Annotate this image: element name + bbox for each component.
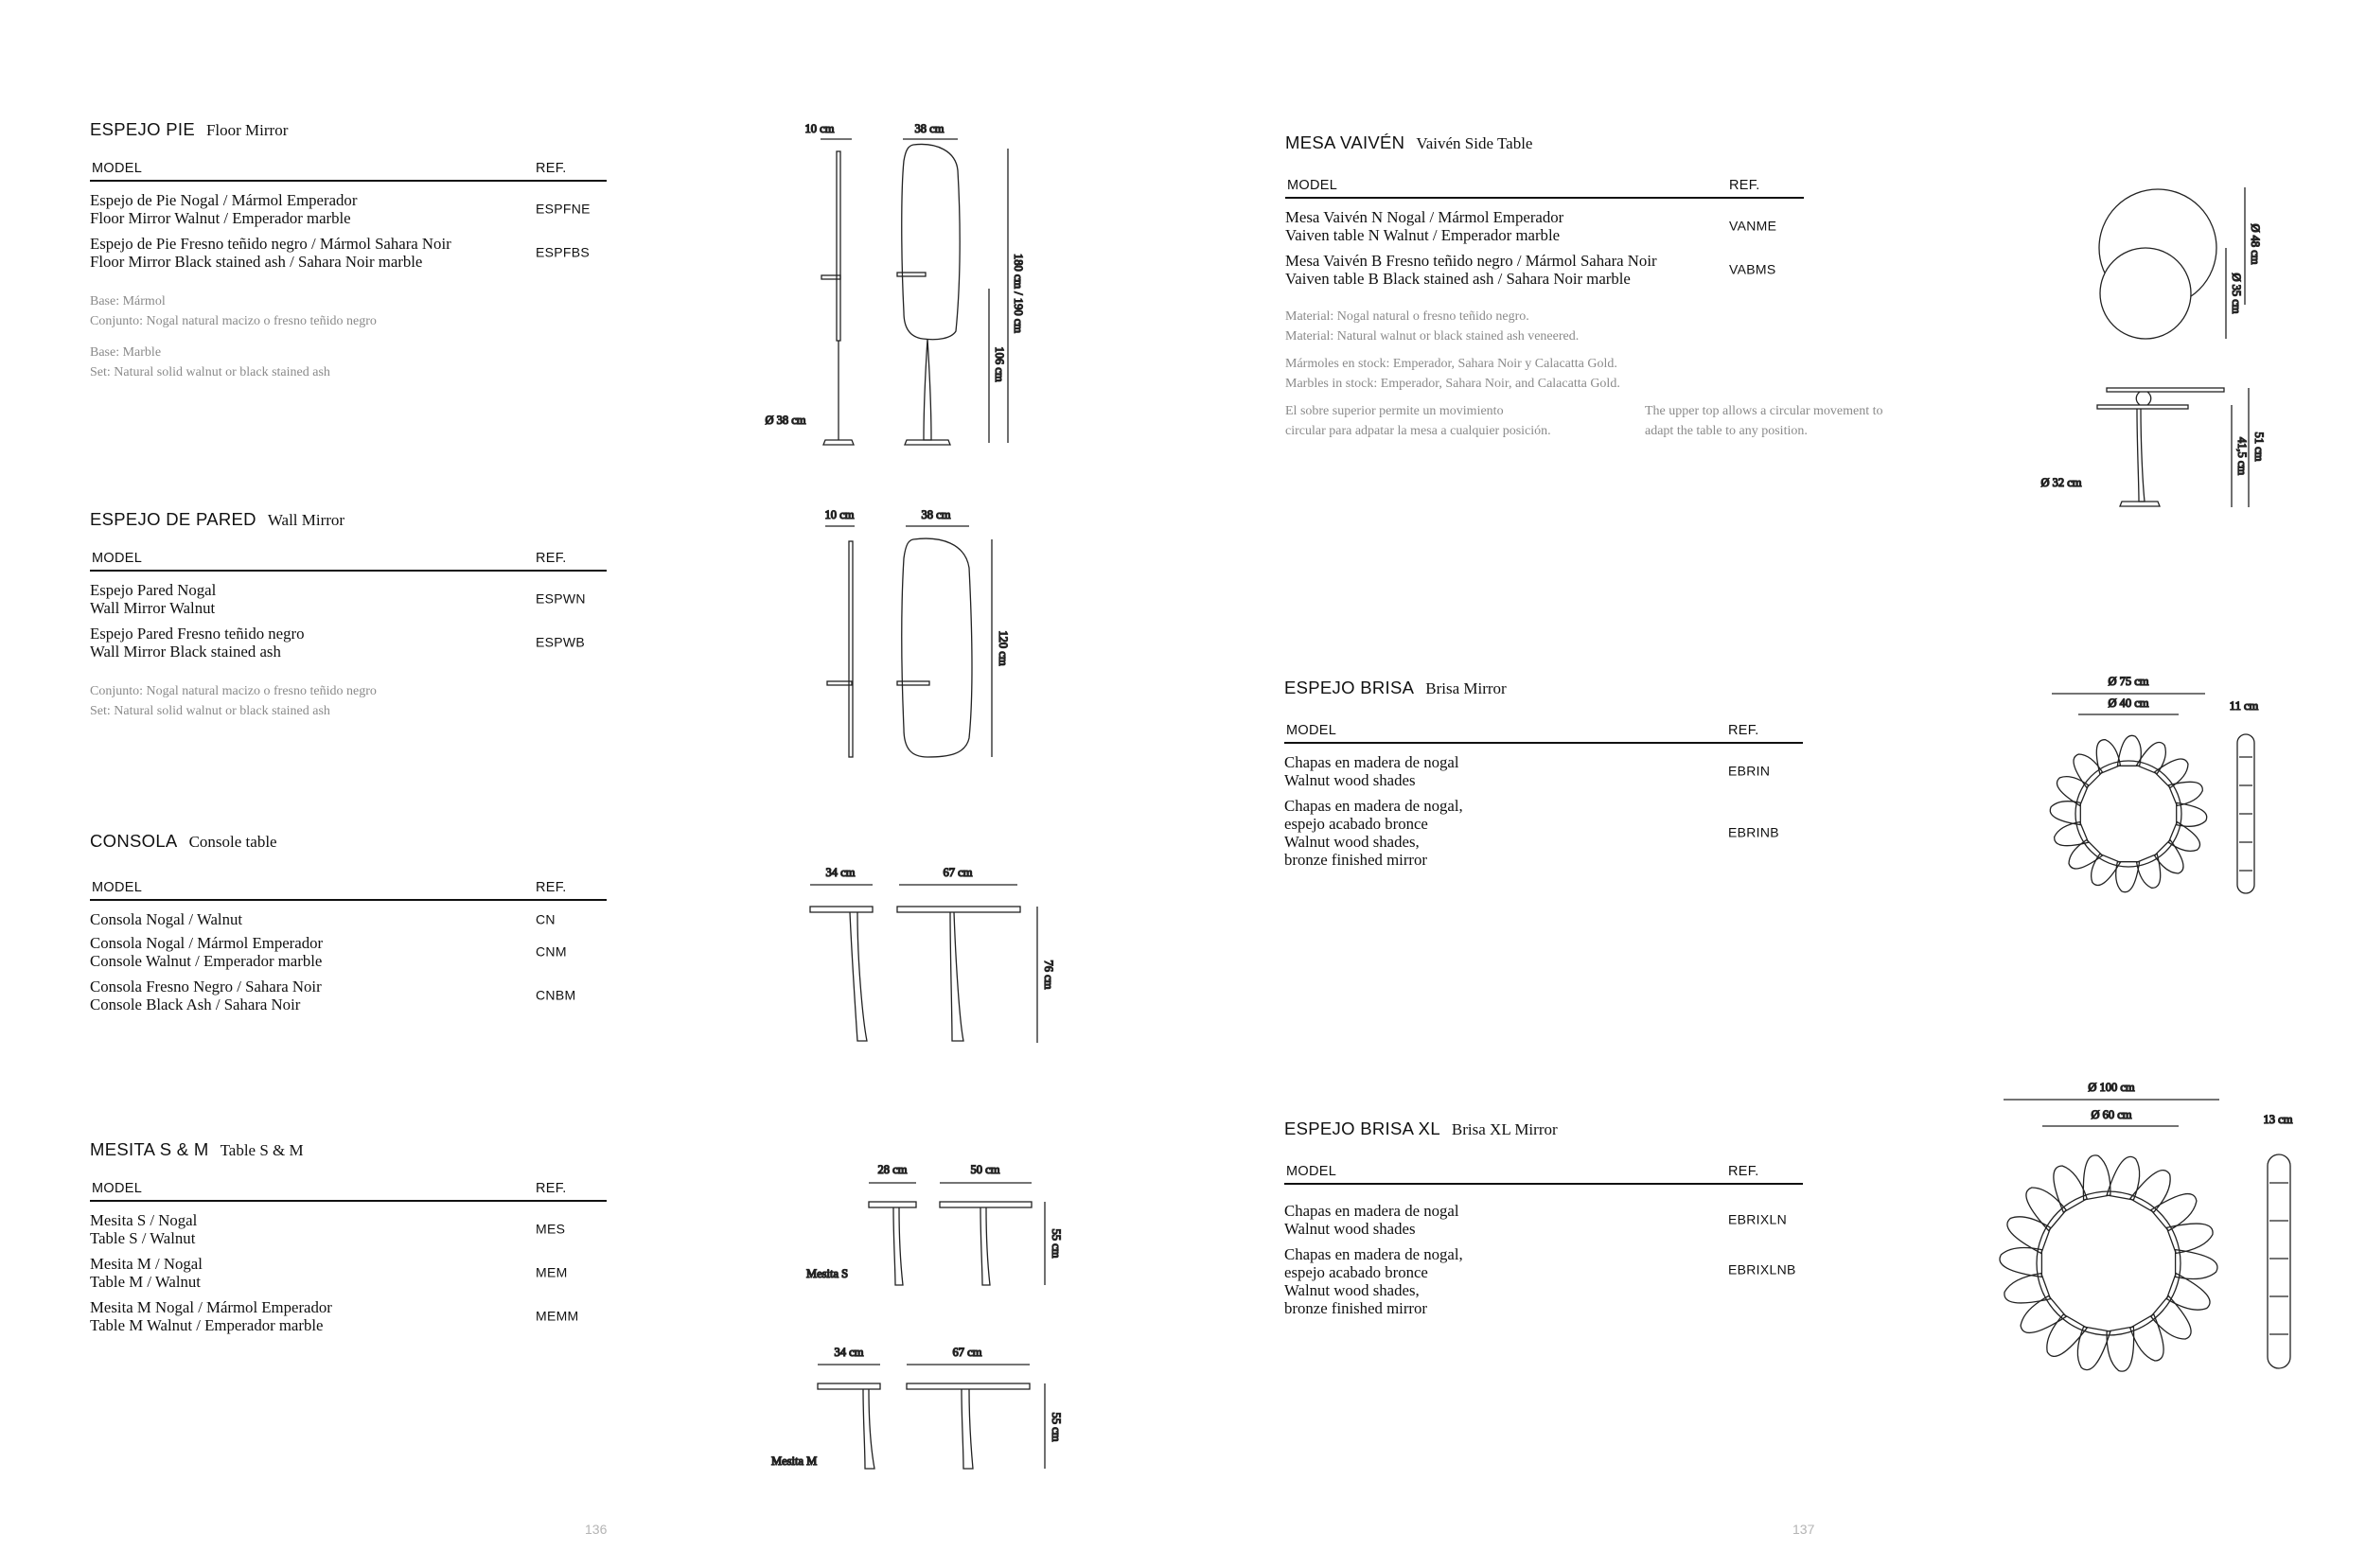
dim-width-side: 10 cm <box>804 122 835 135</box>
model-en: Table S / Walnut <box>90 1229 196 1247</box>
note-line: circular para adpatar la mesa a cualquier posición. <box>1285 424 1551 438</box>
model-line: Chapas en madera de nogal, <box>1284 797 1463 815</box>
brisa-side-lines <box>2239 757 2252 871</box>
ref-code: MEM <box>536 1264 568 1280</box>
col-model: MODEL <box>92 1181 143 1196</box>
col-ref: REF. <box>1729 178 1760 193</box>
model-line: Walnut wood shades <box>1284 1220 1416 1238</box>
dim-diameter-outer: Ø 75 cm <box>2108 675 2149 688</box>
model-es: Consola Nogal / Mármol Emperador <box>90 934 324 952</box>
vaiven-table-drawing <box>2040 187 2266 507</box>
model-line: espejo acabado bronce <box>1284 1263 1428 1281</box>
title-en: Console table <box>188 833 277 851</box>
dim-width-side: 10 cm <box>824 508 855 521</box>
note-line: adapt the table to any position. <box>1645 424 1808 438</box>
dim-height-shelf: 106 cm <box>993 346 1006 382</box>
dim-height-lower: 41,5 cm <box>2235 436 2249 476</box>
ref-code: CN <box>536 911 556 926</box>
model-es: Mesa Vaivén B Fresno teñido negro / Mármol Sahara Noir <box>1285 252 1657 270</box>
model-es: Mesita M Nogal / Mármol Emperador <box>90 1298 332 1316</box>
petal <box>2000 1247 2041 1277</box>
ref-code: VABMS <box>1729 261 1776 277</box>
note-line: Marbles in stock: Emperador, Sahara Noir, and Calacatta Gold. <box>1285 377 1620 391</box>
ref-code: ESPWB <box>536 634 586 650</box>
model-line: Walnut wood shades, <box>1284 1281 1420 1299</box>
dim-width-front: 38 cm <box>914 122 945 135</box>
vaiven-pivot <box>2136 392 2151 405</box>
model-en: Table M Walnut / Emperador marble <box>90 1316 324 1334</box>
model-es: Consola Nogal / Walnut <box>90 910 243 928</box>
ref-code: EBRIXLNB <box>1728 1261 1796 1277</box>
petal <box>2107 1327 2134 1371</box>
dim-height: 76 cm <box>1042 960 1055 990</box>
col-model: MODEL <box>92 161 143 176</box>
vaiven-base <box>2120 502 2160 506</box>
title-es: ESPEJO BRISA XL <box>1284 1119 1440 1138</box>
dim-width-side: 34 cm <box>825 866 856 879</box>
dim-depth: 13 cm <box>2263 1113 2293 1126</box>
brisa-petals <box>2050 735 2206 891</box>
model-es: Mesita M / Nogal <box>90 1255 203 1273</box>
model-line: espejo acabado bronce <box>1284 815 1428 833</box>
model-es: Espejo Pared Nogal <box>90 581 217 599</box>
col-model: MODEL <box>1286 723 1337 738</box>
note-line: Material: Nogal natural o fresno teñido negro. <box>1285 309 1529 324</box>
dim-width-side: 28 cm <box>877 1163 908 1176</box>
model-en: Wall Mirror Black stained ash <box>90 643 281 661</box>
title-en: Wall Mirror <box>267 511 345 529</box>
brisa-xl-petals <box>2000 1155 2217 1371</box>
model-line: bronze finished mirror <box>1284 851 1427 869</box>
col-model: MODEL <box>92 551 143 566</box>
col-ref: REF. <box>536 161 567 176</box>
note-line: Mármoles en stock: Emperador, Sahara Noir y Calacatta Gold. <box>1285 357 1617 371</box>
title-en: Table S & M <box>220 1141 304 1159</box>
model-en: Console Black Ash / Sahara Noir <box>90 995 301 1013</box>
dim-width-front: 67 cm <box>943 866 973 879</box>
model-es: Mesita S / Nogal <box>90 1211 198 1229</box>
model-line: bronze finished mirror <box>1284 1299 1427 1317</box>
title-en: Brisa Mirror <box>1425 679 1507 697</box>
col-model: MODEL <box>92 880 143 895</box>
petal <box>2130 1171 2170 1212</box>
note-line: El sobre superior permite un movimiento <box>1285 404 1504 418</box>
col-ref: REF. <box>536 1181 567 1196</box>
ref-code: CNM <box>536 943 567 960</box>
title-es: MESITA S & M <box>90 1139 209 1159</box>
title-es: ESPEJO PIE <box>90 119 195 139</box>
note-line: Base: Marble <box>90 345 162 360</box>
model-en: Floor Mirror Black stained ash / Sahara Noir marble <box>90 253 423 271</box>
model-en: Console Walnut / Emperador marble <box>90 952 323 970</box>
model-en: Table M / Walnut <box>90 1273 201 1291</box>
model-line: Walnut wood shades, <box>1284 833 1420 851</box>
ref-code: MEMM <box>536 1308 579 1324</box>
dim-diameter-bottom: Ø 35 cm <box>2230 273 2243 314</box>
dim-diameter-inner: Ø 60 cm <box>2091 1108 2132 1121</box>
dim-width-front: 67 cm <box>952 1346 982 1359</box>
dim-width-front: 50 cm <box>970 1163 1000 1176</box>
note-line: Conjunto: Nogal natural macizo o fresno teñido negro <box>90 314 377 328</box>
petal <box>2176 1250 2217 1279</box>
dim-diameter-inner: Ø 40 cm <box>2108 696 2149 710</box>
ref-code: ESPFBS <box>536 244 591 260</box>
col-ref: REF. <box>536 880 567 895</box>
petal <box>2151 1295 2191 1339</box>
model-es: Consola Fresno Negro / Sahara Noir <box>90 978 322 995</box>
dim-diameter-top: Ø 48 cm <box>2249 223 2262 265</box>
note-line: Set: Natural solid walnut or black stained ash <box>90 704 330 718</box>
ref-code: ESPFNE <box>536 201 591 217</box>
brisa-xl-side-profile <box>2268 1154 2290 1368</box>
ref-code: VANME <box>1729 218 1777 234</box>
dim-height: 120 cm <box>997 630 1010 666</box>
page-number-right: 137 <box>1792 1522 1815 1537</box>
model-line: Walnut wood shades <box>1284 771 1416 789</box>
model-line: Chapas en madera de nogal <box>1284 1202 1459 1220</box>
title-es: CONSOLA <box>90 831 178 851</box>
brisa-xl-mirror-drawing <box>2000 1081 2293 1371</box>
ref-code: EBRIXLN <box>1728 1211 1788 1227</box>
ref-code: EBRIN <box>1728 763 1771 779</box>
ref-code: CNBM <box>536 987 576 1003</box>
model-line: Chapas en madera de nogal, <box>1284 1245 1463 1263</box>
vaiven-side-lower <box>2097 405 2188 409</box>
petal <box>2151 1194 2197 1231</box>
col-ref: REF. <box>1728 1164 1759 1179</box>
page-number-left: 136 <box>585 1522 608 1537</box>
title-es: ESPEJO BRISA <box>1284 678 1415 697</box>
vaiven-top-lower <box>2100 248 2191 339</box>
dim-height-total: 180 cm / 190 cm <box>1012 253 1025 334</box>
petal <box>2054 1166 2087 1212</box>
brisa-xl-side-lines <box>2269 1183 2288 1334</box>
brisa-mirror-drawing <box>2050 675 2258 893</box>
model-es: Espejo de Pie Fresno teñido negro / Mármol Sahara Noir <box>90 235 451 253</box>
model-es: Espejo de Pie Nogal / Mármol Emperador <box>90 191 358 209</box>
model-es: Mesa Vaivén N Nogal / Mármol Emperador <box>1285 208 1564 226</box>
ref-code: MES <box>536 1221 566 1237</box>
col-ref: REF. <box>1728 723 1759 738</box>
vaiven-side-top <box>2107 388 2224 392</box>
dim-height-total: 51 cm <box>2252 432 2266 462</box>
dim-base: Ø 32 cm <box>2040 476 2082 489</box>
model-es: Espejo Pared Fresno teñido negro <box>90 625 305 643</box>
model-en: Floor Mirror Walnut / Emperador marble <box>90 209 351 227</box>
note-line: Set: Natural solid walnut or black stained ash <box>90 365 330 379</box>
petal <box>2047 1314 2087 1356</box>
col-model: MODEL <box>1286 1164 1337 1179</box>
title-en: Brisa XL Mirror <box>1451 1120 1558 1138</box>
note-line: Base: Mármol <box>90 294 166 308</box>
dim-width-side: 34 cm <box>834 1346 864 1359</box>
brisa-mirror-glass <box>2075 761 2181 867</box>
petal <box>2026 1188 2066 1231</box>
brisa-xl-mirror-glass <box>2037 1191 2181 1335</box>
petal <box>2083 1155 2110 1200</box>
vaiven-leg <box>2137 409 2145 502</box>
dim-width-front: 38 cm <box>921 508 951 521</box>
note-line: Conjunto: Nogal natural macizo o fresno teñido negro <box>90 684 377 698</box>
dim-height: 55 cm <box>1050 1228 1063 1259</box>
model-en: Vaiven table B Black stained ash / Sahara Noir marble <box>1285 270 1631 288</box>
col-ref: REF. <box>536 551 567 566</box>
petal <box>2021 1295 2066 1332</box>
title-es: MESA VAIVÉN <box>1285 132 1405 152</box>
model-en: Vaiven table N Walnut / Emperador marble <box>1285 226 1561 244</box>
drawing-label: Mesita M <box>771 1454 818 1468</box>
col-model: MODEL <box>1287 178 1338 193</box>
model-en: Wall Mirror Walnut <box>90 599 216 617</box>
dim-depth: 11 cm <box>2229 699 2259 713</box>
dim-base: Ø 38 cm <box>765 414 806 427</box>
title-en: Vaivén Side Table <box>1416 134 1533 152</box>
ref-code: ESPWN <box>536 590 586 607</box>
note-line: Material: Natural walnut or black stained ash veneered. <box>1285 329 1580 344</box>
title-en: Floor Mirror <box>205 121 289 139</box>
dim-height: 55 cm <box>1050 1412 1063 1442</box>
model-line: Chapas en madera de nogal <box>1284 753 1459 771</box>
dim-diameter-outer: Ø 100 cm <box>2088 1081 2135 1094</box>
note-line: The upper top allows a circular movement to <box>1645 404 1883 418</box>
title-es: ESPEJO DE PARED <box>90 509 256 529</box>
drawing-label: Mesita S <box>806 1267 849 1280</box>
petal <box>2130 1314 2163 1361</box>
ref-code: EBRINB <box>1728 824 1779 840</box>
